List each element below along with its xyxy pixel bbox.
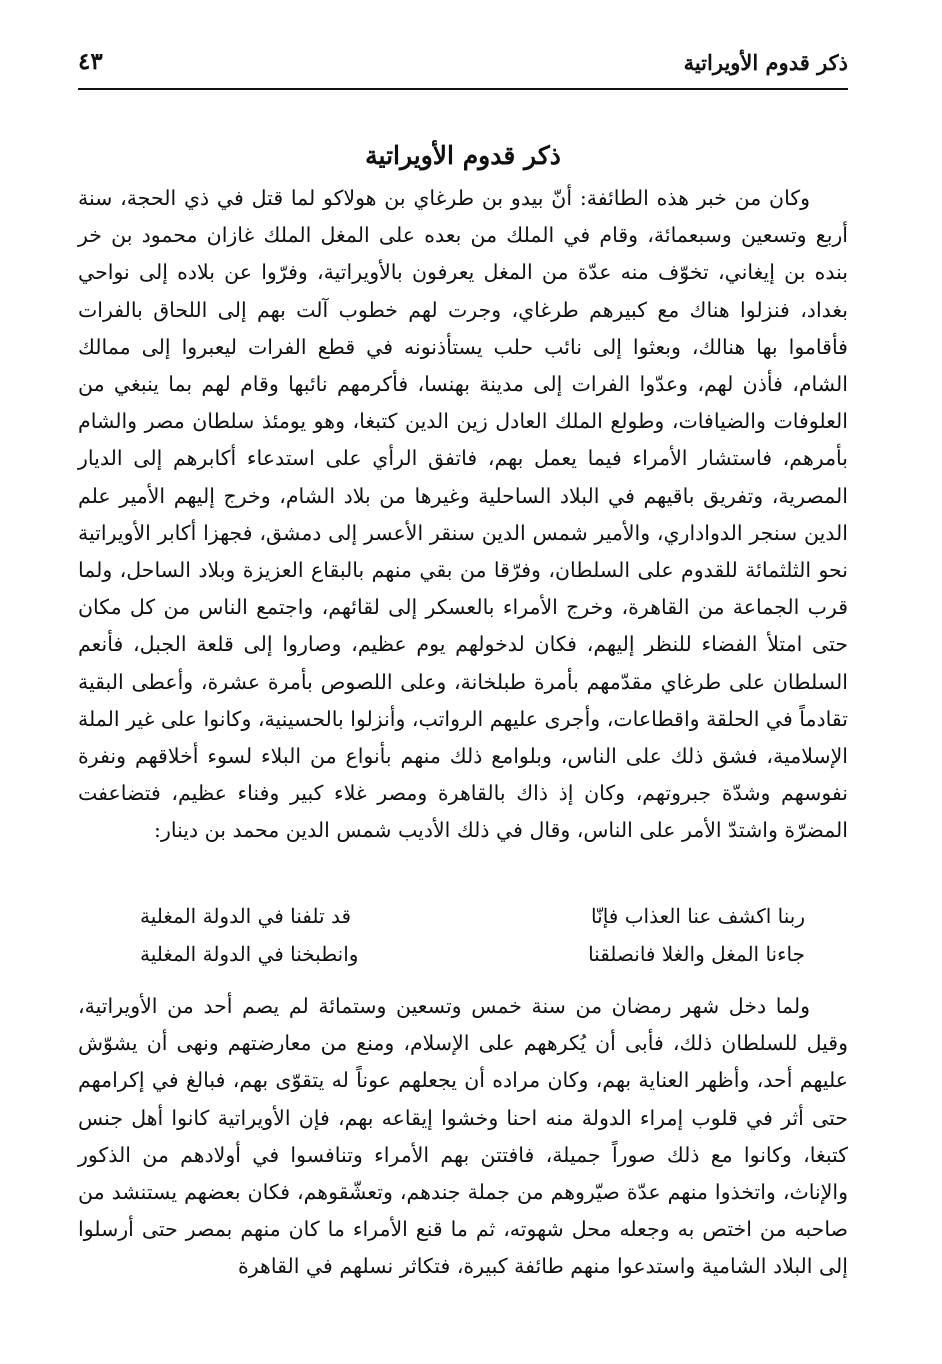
running-head — [78, 46, 848, 82]
poem — [140, 904, 805, 980]
poem-verse-1 — [140, 904, 805, 942]
page-number: ٤٣ — [78, 48, 103, 75]
body-paragraph-1: وكان من خبر هذه الطائفة: أنّ بيدو بن طرغاي بن هولاكو لما قتل في ذي الحجة، سنة أربع وتسعين وسبعمائة، وقام في الملك من بعده على المغل الملك غازان محمود بن خر بنده بن إيغاني، تخوّف منه عدّة من المغل يعرفون بالأويراتية، وفرّوا عن بلاده إلى نواحي بغداد، فنزلوا هناك مع كبيرهم طرغاي، وجرت لهم خطوب آلت بهم إلى اللحاق بالفرات فأقاموا بها هنالك، وبعثوا إلى نائب حلب يستأذنونه في قطع الفرات ليعبروا إلى ممالك الشام، فأذن لهم، وعدّوا الفرات إلى مدينة بهنسا، فأكرمهم نائبها وقام لهم بما ينبغي من العلوفات والضيافات، وطولع الملك العادل زين الدين كتبغا، وهو يومئذ سلطان مصر والشام بأمرهم، فاستشار الأمراء فيما يعمل بهم، فاتفق الرأي على استدعاء أكابرهم إلى الديار المصرية، وتفريق باقيهم في البلاد الساحلية وغيرها من بلاد الشام، وخرج إليهم الأمير علم الدين سنجر الدواداري، والأمير شمس الدين سنقر الأعسر إلى دمشق، فجهزا أكابر الأويراتية نحو الثلثمائة للقدوم على السلطان، وفرّقا من بقي منهم بالبقاع العزيزة وبلاد الساحل، ولما قرب الجماعة من القاهرة، وخرج الأمراء بالعسكر إلى لقائهم، واجتمع الناس من كل مكان حتى امتلأ الفضاء للنظر إليهم، فكان لدخولهم يوم عظيم، وصاروا إلى قلعة الجبل، فأنعم السلطان على طرغاي مقدّمهم بأمرة طبلخانة، وعلى اللصوص بأمرة عشرة، وأعطى البقية تقادماً في الحلقة واقطاعات، وأجرى عليهم الرواتب، وأنزلوا بالحسينية، وكانوا على غير الملة الإسلامية، فشق ذلك على الناس، وبلوامع ذلك منهم بأنواع من البلاء لسوء أخلاقهم ونفرة نفوسهم وشدّة جبروتهم، وكان إذ ذاك بالقاهرة ومصر غلاء كبير وفناء عظيم، فتضاعفت المضرّة واشتدّ الأمر على الناس، وقال في ذلك الأديب شمس الدين محمد بن دينار: — [78, 186, 848, 843]
verse-1-first-hemistich: ربنا اكشف عنا العذاب فإنّا — [591, 904, 805, 928]
header-rule — [78, 88, 848, 90]
verse-1-second-hemistich: قد تلفنا في الدولة المغلية — [140, 904, 352, 928]
running-title: ذكر قدوم الأويراتية — [683, 50, 848, 75]
body-paragraph-2: ولما دخل شهر رمضان من سنة خمس وتسعين وستمائة لم يصم أحد من الأويراتية، وقيل للسلطان ذلك، فأبى أن يُكرههم على الإسلام، ومنع من معارضتهم ونهى أن يشوّش عليهم أحد، وأظهر العناية بهم، وكان مراده أن يجعلهم عوناً له يتقوّى بهم، فبالغ في إكرامهم حتى أثر في قلوب إمراء الدولة منه احنا وخشوا إيقاعه بهم، فإن الأويراتية كانوا أهل جنس كتبغا، وكانوا مع ذلك صوراً جميلة، فافتتن بهم الأمراء وتنافسوا في أولادهم من الذكور والإناث، واتخذوا منهم عدّة صيّروهم من جملة جندهم، وتعشّقوهم، فكان بعضهم يستنشد من صاحبه من اختص به وجعله محل شهوته، ثم ما قنع الأمراء ما كان منهم بمصر حتى أرسلوا إلى البلاد الشامية واستدعوا منهم طائفة كبيرة، فتكاثر نسلهم في القاهرة — [78, 994, 848, 1279]
poem-verse-2 — [140, 942, 805, 980]
verse-2-second-hemistich: وانطبخنا في الدولة المغلية — [140, 942, 359, 966]
verse-2-first-hemistich: جاءنا المغل والغلا فانصلقنا — [588, 942, 805, 966]
chapter-title: ذكر قدوم الأويراتية — [365, 140, 561, 170]
